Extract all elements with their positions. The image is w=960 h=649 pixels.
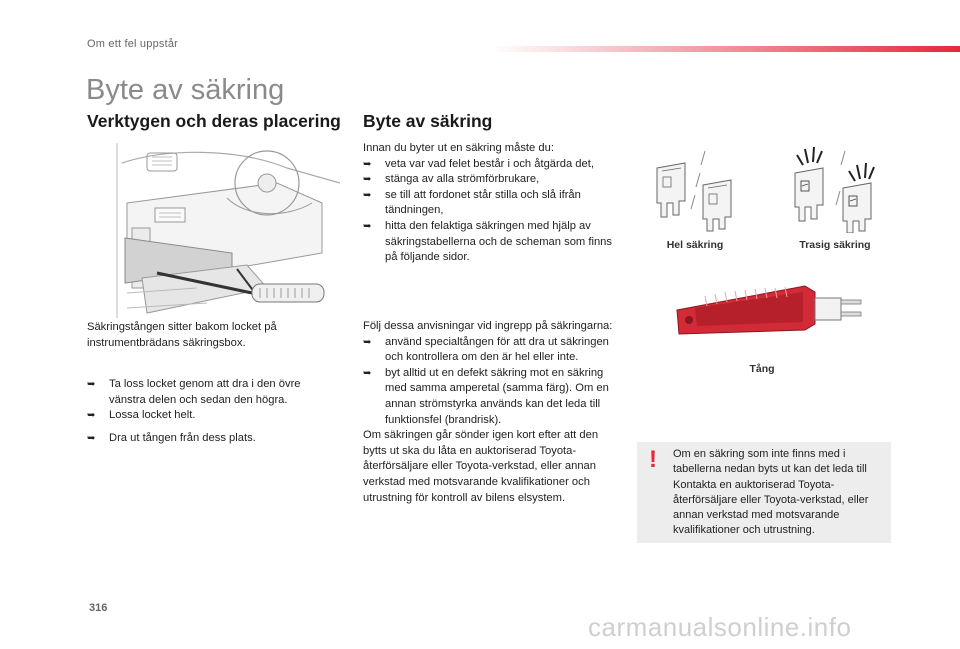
page-title: Byte av säkring — [86, 74, 285, 106]
list-item: ➥ veta var vad felet består i och åtgärda det, — [363, 157, 623, 173]
section-header: Om ett fel uppstår — [87, 38, 179, 50]
follow-instructions-section — [363, 319, 623, 506]
list-item: ➥ stänga av alla strömförbrukare, — [363, 172, 623, 188]
arrow-bullet-icon: ➥ — [87, 433, 96, 444]
follow-closing: Om säkringen går sönder igen kort efter att den bytts ut ska du låta en auktoriserad Toyota-återförsäljare eller Toyota-verkstad, eller annan verkstad med motsvarande kvalifikationer och utrustning för kontroll av bilens elsystem. — [363, 429, 599, 504]
list-item: ➥ Dra ut tången från dess plats. — [87, 431, 337, 447]
warning-text: Om en säkring som inte finns med i tabellerna nedan byts ut kan det leda till Kontakta en auktoriserad Toyota-återförsäljare eller Toyota-verkstad, eller annan verkstad med motsvarande kvalifikationer och utrustning. — [673, 448, 869, 537]
heading-tools-location: Verktygen och deras placering — [87, 111, 341, 131]
heading-fuse-replacement: Byte av säkring — [363, 111, 493, 131]
fuse-tongs-illustration — [675, 282, 865, 342]
exclamation-icon: ! — [649, 446, 657, 473]
arrow-bullet-icon: ➥ — [87, 410, 96, 422]
steps-pull-tool — [87, 431, 337, 447]
header-accent-bar — [490, 46, 960, 52]
list-item: ➥ se till att fordonet står stilla och slå ifrån tändningen, — [363, 188, 581, 217]
before-replacing-section — [363, 141, 623, 266]
before-intro: Innan du byter ut en säkring måste du: — [363, 142, 554, 154]
arrow-bullet-icon: ➥ — [363, 158, 372, 170]
broken-fuse-illustration — [785, 143, 885, 233]
good-fuse-label: Hel säkring — [666, 239, 724, 251]
tongs-label: Tång — [749, 363, 775, 375]
arrow-bullet-icon: ➥ — [363, 367, 372, 379]
location-sentence: Säkringstången sitter bakom locket på instrumentbrädans säkringsbox. — [87, 321, 277, 349]
list-item: ➥ hitta den felaktiga säkringen med hjälp av säkringstabellerna och de scheman som finns på följande sidor. — [363, 219, 612, 264]
watermark: carmanualsonline.info — [588, 612, 852, 642]
list-item: ➥ byt alltid ut en defekt säkring mot en säkring med samma amperetal (samma färg). Om en annan strömstyrka används kan det leda till funktionsfel (brandrisk). — [363, 366, 609, 426]
arrow-bullet-icon: ➥ — [363, 189, 372, 201]
arrow-bullet-icon: ➥ — [87, 379, 96, 390]
list-item: ➥ Ta loss locket genom att dra i den övre vänstra delen och sedan den högra. — [87, 378, 301, 406]
dashboard-fusebox-illustration — [87, 143, 340, 318]
arrow-bullet-icon: ➥ — [363, 336, 372, 348]
broken-fuse-label: Trasig säkring — [799, 239, 871, 251]
good-fuse-illustration — [645, 143, 755, 233]
follow-intro: Följ dessa anvisningar vid ingrepp på säkringarna: — [363, 320, 613, 332]
page-number: 316 — [89, 602, 108, 614]
warning-box — [637, 442, 891, 543]
arrow-bullet-icon: ➥ — [363, 174, 372, 186]
arrow-bullet-icon: ➥ — [363, 220, 372, 232]
list-item: ➥ Lossa locket helt. — [87, 408, 337, 424]
list-item: ➥ använd specialtången för att dra ut säkringen och kontrollera om den är hel eller inte. — [363, 335, 609, 364]
steps-remove-cover — [87, 377, 337, 424]
fuse-tool-location-text — [87, 320, 337, 351]
